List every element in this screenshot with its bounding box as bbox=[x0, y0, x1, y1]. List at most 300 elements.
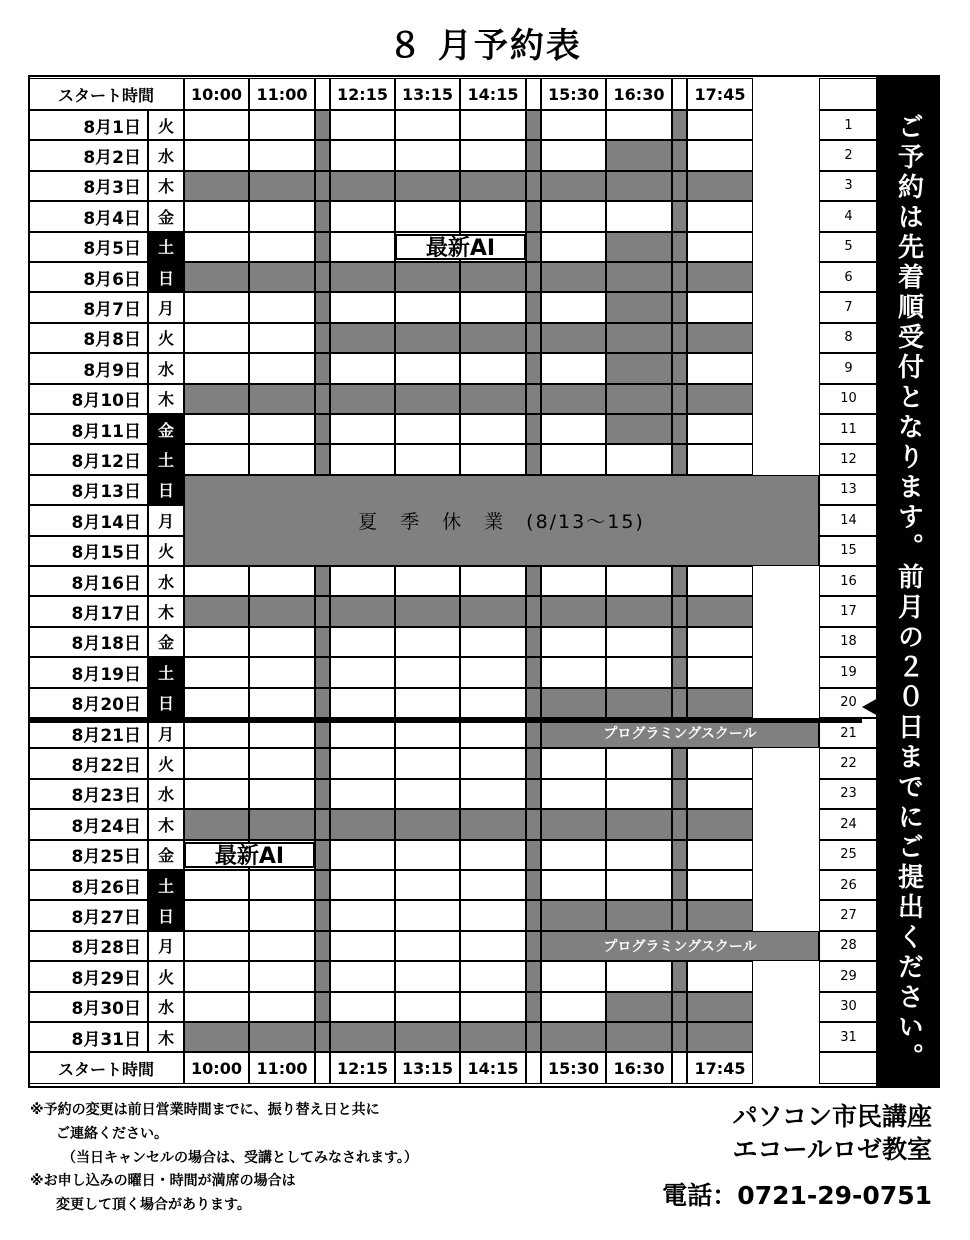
slot-cell[interactable] bbox=[184, 262, 249, 292]
slot-cell[interactable] bbox=[672, 323, 687, 353]
slot-cell[interactable] bbox=[315, 1022, 330, 1052]
slot-cell[interactable] bbox=[526, 779, 541, 809]
slot-cell[interactable] bbox=[672, 627, 687, 657]
slot-cell[interactable] bbox=[460, 110, 526, 140]
slot-cell[interactable] bbox=[460, 779, 526, 809]
slot-cell[interactable] bbox=[606, 1022, 672, 1052]
slot-cell[interactable] bbox=[526, 1022, 541, 1052]
slot-cell[interactable] bbox=[526, 292, 541, 322]
slot-cell[interactable] bbox=[184, 809, 249, 839]
slot-cell[interactable] bbox=[460, 140, 526, 170]
date-cell: 8月19日 bbox=[28, 657, 148, 687]
slot-cell[interactable] bbox=[526, 900, 541, 930]
slot-cell[interactable] bbox=[395, 870, 460, 900]
slot-cell[interactable] bbox=[330, 444, 395, 474]
slot-cell[interactable] bbox=[330, 900, 395, 930]
slot-cell[interactable] bbox=[249, 566, 315, 596]
slot-cell[interactable] bbox=[526, 657, 541, 687]
slot-cell[interactable] bbox=[460, 931, 526, 961]
slot-cell[interactable] bbox=[249, 262, 315, 292]
slot-cell[interactable] bbox=[249, 171, 315, 201]
slot-cell[interactable] bbox=[460, 171, 526, 201]
slot-cell[interactable] bbox=[526, 840, 541, 870]
slot-cell[interactable] bbox=[315, 596, 330, 626]
slot-cell[interactable] bbox=[395, 566, 460, 596]
slot-cell[interactable] bbox=[249, 1022, 315, 1052]
row-number: 29 bbox=[819, 961, 878, 991]
slot-cell[interactable] bbox=[395, 140, 460, 170]
slot-cell[interactable] bbox=[330, 840, 395, 870]
slot-cell[interactable] bbox=[672, 779, 687, 809]
slot-cell[interactable] bbox=[687, 414, 753, 444]
slot-cell[interactable] bbox=[526, 992, 541, 1022]
slot-cell[interactable] bbox=[541, 414, 606, 444]
slot-cell[interactable] bbox=[315, 900, 330, 930]
slot-cell[interactable] bbox=[606, 688, 672, 718]
slot-cell[interactable] bbox=[330, 992, 395, 1022]
slot-cell[interactable] bbox=[249, 961, 315, 991]
slot-cell[interactable] bbox=[249, 444, 315, 474]
slot-cell[interactable] bbox=[606, 110, 672, 140]
slot-cell[interactable] bbox=[672, 353, 687, 383]
slot-cell[interactable] bbox=[184, 1022, 249, 1052]
slot-cell[interactable] bbox=[249, 748, 315, 778]
slot-cell[interactable] bbox=[526, 384, 541, 414]
slot-cell[interactable] bbox=[395, 262, 460, 292]
slot-cell[interactable] bbox=[672, 809, 687, 839]
slot-cell[interactable] bbox=[687, 262, 753, 292]
slot-cell[interactable] bbox=[249, 809, 315, 839]
slot-cell[interactable] bbox=[249, 232, 315, 262]
slot-cell[interactable] bbox=[395, 748, 460, 778]
slot-cell[interactable] bbox=[184, 870, 249, 900]
slot-cell[interactable] bbox=[395, 414, 460, 444]
slot-cell[interactable] bbox=[330, 809, 395, 839]
slot-cell[interactable] bbox=[330, 232, 395, 262]
slot-cell[interactable] bbox=[687, 171, 753, 201]
slot-cell[interactable] bbox=[330, 353, 395, 383]
slot-cell[interactable] bbox=[315, 870, 330, 900]
slot-cell[interactable] bbox=[184, 931, 249, 961]
slot-cell[interactable] bbox=[526, 931, 541, 961]
slot-cell[interactable] bbox=[606, 961, 672, 991]
slot-cell[interactable] bbox=[315, 566, 330, 596]
slot-cell[interactable] bbox=[606, 992, 672, 1022]
slot-cell[interactable] bbox=[460, 596, 526, 626]
slot-cell[interactable] bbox=[184, 353, 249, 383]
slot-cell[interactable] bbox=[606, 840, 672, 870]
slot-cell[interactable] bbox=[395, 931, 460, 961]
slot-cell[interactable] bbox=[606, 262, 672, 292]
slot-cell[interactable] bbox=[249, 688, 315, 718]
slot-cell[interactable] bbox=[249, 110, 315, 140]
slot-cell[interactable] bbox=[395, 961, 460, 991]
slot-cell[interactable] bbox=[315, 110, 330, 140]
slot-cell[interactable] bbox=[606, 140, 672, 170]
slot-cell[interactable] bbox=[460, 900, 526, 930]
slot-cell[interactable] bbox=[687, 657, 753, 687]
slot-cell[interactable] bbox=[672, 992, 687, 1022]
slot-cell[interactable] bbox=[672, 870, 687, 900]
slot-cell[interactable] bbox=[460, 870, 526, 900]
slot-cell[interactable] bbox=[315, 840, 330, 870]
slot-cell[interactable] bbox=[526, 566, 541, 596]
slot-cell[interactable] bbox=[606, 900, 672, 930]
slot-cell[interactable] bbox=[395, 384, 460, 414]
slot-cell[interactable] bbox=[541, 992, 606, 1022]
slot-cell[interactable] bbox=[526, 748, 541, 778]
slot-cell[interactable] bbox=[526, 140, 541, 170]
slot-cell[interactable] bbox=[184, 201, 249, 231]
slot-cell[interactable] bbox=[606, 384, 672, 414]
slot-cell[interactable] bbox=[330, 748, 395, 778]
slot-cell[interactable] bbox=[526, 232, 541, 262]
slot-cell[interactable] bbox=[460, 566, 526, 596]
slot-cell[interactable] bbox=[249, 201, 315, 231]
slot-cell[interactable] bbox=[330, 171, 395, 201]
slot-cell[interactable] bbox=[541, 688, 606, 718]
slot-cell[interactable] bbox=[687, 384, 753, 414]
slot-cell[interactable] bbox=[249, 931, 315, 961]
slot-cell[interactable] bbox=[330, 931, 395, 961]
slot-cell[interactable] bbox=[606, 779, 672, 809]
slot-cell[interactable] bbox=[606, 596, 672, 626]
slot-cell[interactable] bbox=[315, 657, 330, 687]
date-cell: 8月8日 bbox=[28, 323, 148, 353]
slot-cell[interactable] bbox=[184, 596, 249, 626]
day-of-week-cell: 日 bbox=[148, 688, 184, 718]
slot-cell[interactable] bbox=[541, 384, 606, 414]
slot-cell[interactable] bbox=[395, 657, 460, 687]
slot-cell[interactable] bbox=[395, 840, 460, 870]
slot-cell[interactable] bbox=[687, 201, 753, 231]
slot-cell[interactable] bbox=[315, 688, 330, 718]
slot-cell[interactable] bbox=[395, 1022, 460, 1052]
slot-cell[interactable] bbox=[184, 444, 249, 474]
slot-cell[interactable] bbox=[315, 353, 330, 383]
slot-cell[interactable] bbox=[249, 870, 315, 900]
slot-cell[interactable] bbox=[672, 688, 687, 718]
slot-cell[interactable] bbox=[460, 262, 526, 292]
slot-cell[interactable] bbox=[606, 566, 672, 596]
day-of-week-cell: 水 bbox=[148, 566, 184, 596]
slot-cell[interactable] bbox=[330, 414, 395, 444]
slot-cell[interactable] bbox=[526, 596, 541, 626]
slot-cell[interactable] bbox=[315, 444, 330, 474]
slot-cell[interactable] bbox=[541, 961, 606, 991]
slot-cell[interactable] bbox=[249, 140, 315, 170]
slot-cell[interactable] bbox=[315, 992, 330, 1022]
slot-cell[interactable] bbox=[315, 414, 330, 444]
slot-cell[interactable] bbox=[541, 140, 606, 170]
slot-cell[interactable] bbox=[541, 262, 606, 292]
slot-cell[interactable] bbox=[460, 688, 526, 718]
slot-cell[interactable] bbox=[184, 110, 249, 140]
slot-cell[interactable] bbox=[249, 292, 315, 322]
slot-cell[interactable] bbox=[249, 779, 315, 809]
slot-cell[interactable] bbox=[606, 657, 672, 687]
slot-cell[interactable] bbox=[395, 353, 460, 383]
slot-cell[interactable] bbox=[184, 657, 249, 687]
slot-cell[interactable] bbox=[395, 292, 460, 322]
slot-cell[interactable] bbox=[184, 384, 249, 414]
slot-cell[interactable] bbox=[395, 688, 460, 718]
slot-cell[interactable] bbox=[526, 961, 541, 991]
slot-cell[interactable] bbox=[460, 627, 526, 657]
slot-cell[interactable] bbox=[460, 414, 526, 444]
slot-cell[interactable] bbox=[687, 961, 753, 991]
slot-cell[interactable] bbox=[315, 748, 330, 778]
slot-cell[interactable] bbox=[606, 444, 672, 474]
slot-cell[interactable] bbox=[687, 444, 753, 474]
slot-cell[interactable] bbox=[184, 961, 249, 991]
slot-cell[interactable] bbox=[184, 779, 249, 809]
slot-cell[interactable] bbox=[687, 870, 753, 900]
slot-cell[interactable] bbox=[672, 840, 687, 870]
slot-cell[interactable] bbox=[330, 292, 395, 322]
slot-cell[interactable] bbox=[672, 414, 687, 444]
note-line-5: 変更して頂く場合があります。 bbox=[56, 1197, 251, 1213]
slot-cell[interactable] bbox=[687, 900, 753, 930]
slot-cell[interactable] bbox=[395, 992, 460, 1022]
slot-cell[interactable] bbox=[395, 809, 460, 839]
slot-cell[interactable] bbox=[330, 688, 395, 718]
slot-cell[interactable] bbox=[672, 657, 687, 687]
slot-cell[interactable] bbox=[526, 444, 541, 474]
slot-cell[interactable] bbox=[330, 961, 395, 991]
slot-cell[interactable] bbox=[541, 627, 606, 657]
slot-cell[interactable] bbox=[330, 657, 395, 687]
slot-cell[interactable] bbox=[672, 201, 687, 231]
slot-cell[interactable] bbox=[330, 201, 395, 231]
slot-cell[interactable] bbox=[330, 262, 395, 292]
slot-cell[interactable] bbox=[526, 171, 541, 201]
time-header-top: 14:15 bbox=[460, 78, 526, 110]
slot-cell[interactable] bbox=[541, 232, 606, 262]
slot-cell[interactable] bbox=[606, 809, 672, 839]
slot-cell[interactable] bbox=[395, 201, 460, 231]
slot-cell[interactable] bbox=[672, 110, 687, 140]
slot-cell[interactable] bbox=[606, 232, 672, 262]
slot-cell[interactable] bbox=[184, 292, 249, 322]
slot-cell[interactable] bbox=[460, 1022, 526, 1052]
slot-cell[interactable] bbox=[687, 992, 753, 1022]
slot-cell[interactable] bbox=[249, 992, 315, 1022]
slot-cell[interactable] bbox=[687, 779, 753, 809]
slot-cell[interactable] bbox=[687, 1022, 753, 1052]
slot-cell[interactable] bbox=[541, 292, 606, 322]
slot-cell[interactable] bbox=[687, 809, 753, 839]
slot-cell[interactable] bbox=[395, 444, 460, 474]
slot-cell[interactable] bbox=[541, 779, 606, 809]
slot-cell[interactable] bbox=[541, 353, 606, 383]
slot-cell[interactable] bbox=[541, 748, 606, 778]
slot-cell[interactable] bbox=[395, 627, 460, 657]
slot-cell[interactable] bbox=[330, 323, 395, 353]
slot-cell[interactable] bbox=[460, 292, 526, 322]
slot-cell[interactable] bbox=[249, 353, 315, 383]
slot-cell[interactable] bbox=[315, 201, 330, 231]
slot-cell[interactable] bbox=[672, 262, 687, 292]
slot-cell[interactable] bbox=[315, 627, 330, 657]
slot-cell[interactable] bbox=[460, 748, 526, 778]
slot-cell[interactable] bbox=[460, 840, 526, 870]
slot-cell[interactable] bbox=[315, 292, 330, 322]
slot-cell[interactable] bbox=[672, 748, 687, 778]
slot-cell[interactable] bbox=[330, 566, 395, 596]
slot-cell[interactable] bbox=[184, 688, 249, 718]
slot-cell[interactable] bbox=[315, 779, 330, 809]
slot-cell[interactable] bbox=[184, 323, 249, 353]
slot-cell[interactable] bbox=[330, 384, 395, 414]
slot-cell[interactable] bbox=[606, 292, 672, 322]
slot-cell[interactable] bbox=[526, 353, 541, 383]
slot-cell[interactable] bbox=[687, 596, 753, 626]
slot-cell[interactable] bbox=[395, 900, 460, 930]
slot-cell[interactable] bbox=[184, 566, 249, 596]
slot-cell[interactable] bbox=[249, 596, 315, 626]
slot-cell[interactable] bbox=[460, 992, 526, 1022]
slot-cell[interactable] bbox=[687, 748, 753, 778]
slot-cell[interactable] bbox=[687, 232, 753, 262]
slot-cell[interactable] bbox=[315, 931, 330, 961]
slot-cell[interactable] bbox=[541, 201, 606, 231]
slot-cell[interactable] bbox=[460, 657, 526, 687]
slot-cell[interactable] bbox=[526, 414, 541, 444]
slot-cell[interactable] bbox=[249, 414, 315, 444]
slot-cell[interactable] bbox=[541, 566, 606, 596]
slot-cell[interactable] bbox=[672, 232, 687, 262]
slot-cell[interactable] bbox=[315, 171, 330, 201]
slot-cell[interactable] bbox=[687, 292, 753, 322]
slot-cell[interactable] bbox=[460, 201, 526, 231]
slot-cell[interactable] bbox=[526, 323, 541, 353]
slot-cell[interactable] bbox=[330, 110, 395, 140]
date-cell: 8月21日 bbox=[28, 718, 148, 748]
slot-cell[interactable] bbox=[541, 323, 606, 353]
slot-cell[interactable] bbox=[315, 140, 330, 170]
slot-cell[interactable] bbox=[606, 171, 672, 201]
slot-cell[interactable] bbox=[184, 992, 249, 1022]
slot-cell[interactable] bbox=[526, 688, 541, 718]
slot-cell[interactable] bbox=[541, 444, 606, 474]
slot-cell[interactable] bbox=[460, 961, 526, 991]
slot-cell[interactable] bbox=[315, 262, 330, 292]
slot-cell[interactable] bbox=[541, 840, 606, 870]
slot-cell[interactable] bbox=[460, 323, 526, 353]
slot-cell[interactable] bbox=[249, 323, 315, 353]
slot-cell[interactable] bbox=[541, 596, 606, 626]
slot-cell[interactable] bbox=[184, 900, 249, 930]
slot-cell[interactable] bbox=[687, 566, 753, 596]
slot-cell[interactable] bbox=[541, 171, 606, 201]
slot-cell[interactable] bbox=[526, 201, 541, 231]
slot-cell[interactable] bbox=[606, 627, 672, 657]
slot-cell[interactable] bbox=[672, 292, 687, 322]
slot-cell[interactable] bbox=[249, 384, 315, 414]
slot-cell[interactable] bbox=[315, 323, 330, 353]
slot-cell[interactable] bbox=[460, 384, 526, 414]
slot-cell[interactable] bbox=[395, 110, 460, 140]
slot-cell[interactable] bbox=[606, 201, 672, 231]
slot-cell[interactable] bbox=[606, 870, 672, 900]
slot-cell[interactable] bbox=[672, 1022, 687, 1052]
slot-cell[interactable] bbox=[184, 414, 249, 444]
slot-cell[interactable] bbox=[395, 779, 460, 809]
slot-cell[interactable] bbox=[330, 870, 395, 900]
slot-cell[interactable] bbox=[395, 596, 460, 626]
day-of-week-cell: 日 bbox=[148, 475, 184, 505]
slot-cell[interactable] bbox=[672, 566, 687, 596]
slot-cell[interactable] bbox=[460, 353, 526, 383]
slot-cell[interactable] bbox=[330, 627, 395, 657]
slot-cell[interactable] bbox=[330, 140, 395, 170]
slot-cell[interactable] bbox=[526, 809, 541, 839]
slot-cell[interactable] bbox=[606, 323, 672, 353]
slot-cell[interactable] bbox=[606, 748, 672, 778]
slot-cell[interactable] bbox=[541, 900, 606, 930]
slot-cell[interactable] bbox=[249, 627, 315, 657]
slot-cell[interactable] bbox=[184, 748, 249, 778]
slot-cell[interactable] bbox=[330, 779, 395, 809]
slot-cell[interactable] bbox=[541, 870, 606, 900]
slot-cell[interactable] bbox=[687, 323, 753, 353]
slot-cell[interactable] bbox=[606, 353, 672, 383]
slot-cell[interactable] bbox=[541, 1022, 606, 1052]
slot-cell[interactable] bbox=[460, 444, 526, 474]
slot-cell[interactable] bbox=[184, 627, 249, 657]
slot-cell[interactable] bbox=[184, 232, 249, 262]
slot-cell[interactable] bbox=[541, 657, 606, 687]
slot-cell[interactable] bbox=[395, 171, 460, 201]
slot-cell[interactable] bbox=[687, 688, 753, 718]
slot-cell[interactable] bbox=[184, 171, 249, 201]
slot-cell[interactable] bbox=[672, 140, 687, 170]
slot-cell[interactable] bbox=[249, 657, 315, 687]
slot-cell[interactable] bbox=[249, 900, 315, 930]
slot-cell[interactable] bbox=[672, 596, 687, 626]
slot-cell[interactable] bbox=[672, 900, 687, 930]
slot-cell[interactable] bbox=[672, 171, 687, 201]
slot-cell[interactable] bbox=[541, 110, 606, 140]
slot-cell[interactable] bbox=[687, 353, 753, 383]
slot-cell[interactable] bbox=[687, 140, 753, 170]
slot-cell[interactable] bbox=[330, 1022, 395, 1052]
slot-cell[interactable] bbox=[315, 232, 330, 262]
slot-cell[interactable] bbox=[687, 627, 753, 657]
slot-cell[interactable] bbox=[315, 384, 330, 414]
slot-cell[interactable] bbox=[687, 110, 753, 140]
row-number: 28 bbox=[819, 931, 878, 961]
slot-cell[interactable] bbox=[606, 414, 672, 444]
slot-cell[interactable] bbox=[526, 627, 541, 657]
slot-cell[interactable] bbox=[460, 809, 526, 839]
slot-cell[interactable] bbox=[526, 870, 541, 900]
date-cell: 8月1日 bbox=[28, 110, 148, 140]
slot-cell[interactable] bbox=[541, 809, 606, 839]
slot-cell[interactable] bbox=[395, 323, 460, 353]
slot-cell[interactable] bbox=[672, 444, 687, 474]
slot-cell[interactable] bbox=[672, 384, 687, 414]
slot-cell[interactable] bbox=[672, 961, 687, 991]
slot-cell[interactable] bbox=[184, 140, 249, 170]
slot-cell[interactable] bbox=[687, 840, 753, 870]
slot-cell[interactable] bbox=[526, 110, 541, 140]
slot-cell[interactable] bbox=[526, 262, 541, 292]
slot-cell[interactable] bbox=[330, 596, 395, 626]
slot-cell[interactable] bbox=[315, 961, 330, 991]
slot-cell[interactable] bbox=[315, 809, 330, 839]
